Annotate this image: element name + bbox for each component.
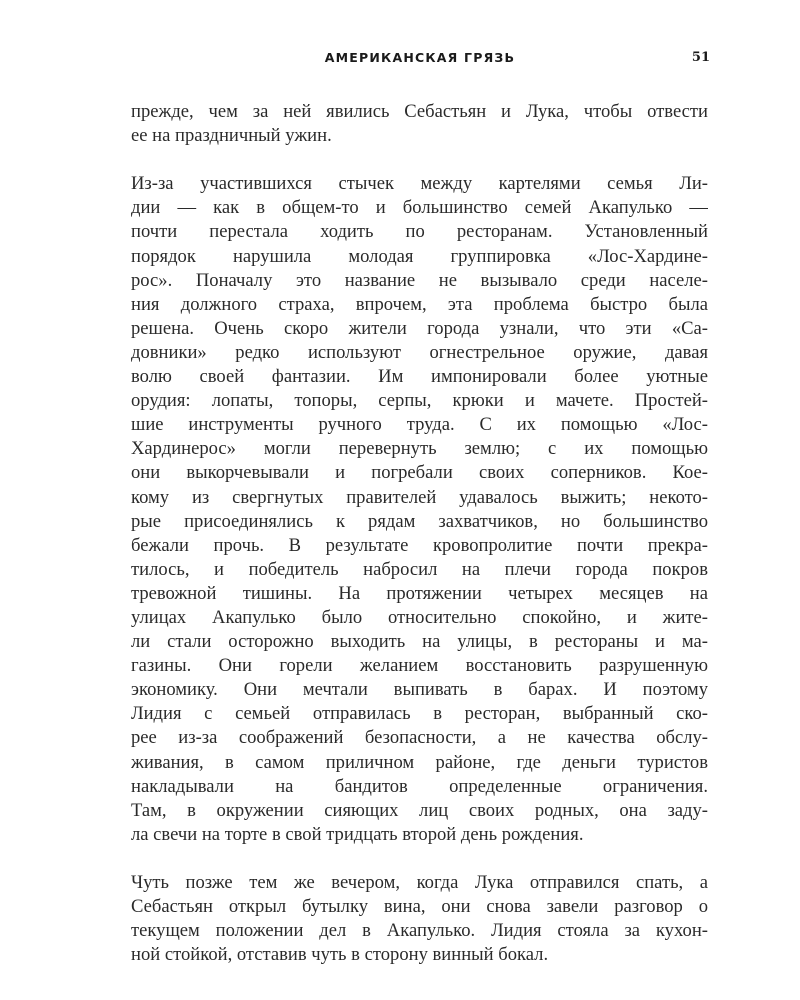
text-line: почти перестала ходить по ресторанам. Установленный	[131, 221, 708, 243]
text-line: ла свечи на торте в свой тридцать второй день рождения.	[131, 823, 584, 845]
text-line: рос». Поначалу это название не вызывало среди населе-	[131, 269, 708, 291]
text-line: живания, в самом приличном районе, где деньги туристов	[131, 751, 708, 773]
text-line: порядок нарушила молодая группировка «Лос-Хардине-	[131, 245, 708, 267]
text-line: ной стойкой, отставив чуть в сторону винный бокал.	[131, 944, 549, 966]
text-line: орудия: лопаты, топоры, серпы, крюки и мачете. Простей-	[131, 390, 708, 412]
text-line: волю своей фантазии. Им импонировали более уютные	[131, 366, 708, 388]
text-line: тилось, и победитель набросил на плечи города покров	[131, 558, 708, 580]
text-line: Из-за участившихся стычек между картелями семья Ли-	[131, 173, 708, 195]
text-line: экономику. Они мечтали выпивать в барах. И поэтому	[131, 679, 708, 701]
text-line: накладывали на бандитов определенные ограничения.	[131, 775, 708, 797]
text-line: рее из-за соображений безопасности, а не качества обслу-	[131, 727, 708, 749]
running-header	[130, 50, 710, 72]
body-text	[131, 100, 708, 991]
running-title: АМЕРИКАНСКАЯ ГРЯЗЬ	[324, 50, 516, 65]
text-line: улицах Акапулько было относительно спокойно, и жите-	[131, 606, 708, 628]
text-line: они выкорчевывали и погребали своих соперников. Кое-	[131, 462, 708, 484]
paragraph	[131, 100, 708, 148]
text-line: Хардинерос» могли перевернуть землю; с их помощью	[131, 438, 708, 460]
text-line: кому из свергнутых правителей удавалось выжить; некото-	[131, 486, 708, 508]
text-line: решена. Очень скоро жители города узнали, что эти «Са-	[131, 317, 708, 339]
text-line: газины. Они горели желанием восстановить разрушенную	[131, 655, 708, 677]
text-line: ли стали осторожно выходить на улицы, в рестораны и ма-	[131, 631, 708, 653]
paragraph	[131, 172, 708, 847]
text-line: шие инструменты ручного труда. С их помощью «Лос-	[131, 414, 708, 436]
text-line: ния должного страха, впрочем, эта проблема быстро была	[131, 293, 708, 315]
page-number: 51	[691, 50, 710, 65]
text-line: бежали прочь. В результате кровопролитие почти прекра-	[131, 534, 708, 556]
text-line: Чуть позже тем же вечером, когда Лука отправился спать, а	[131, 872, 708, 893]
text-line: прежде, чем за ней явились Себастьян и Лука, чтобы отвести	[131, 101, 708, 122]
text-line: дии — как в общем-то и большинство семей Акапулько —	[131, 197, 708, 219]
text-line: Там, в окружении сияющих лиц своих родных, она заду-	[131, 799, 708, 821]
text-line: Лидия с семьей отправилась в ресторан, выбранный ско-	[131, 703, 708, 725]
text-line: тревожной тишины. На протяжении четырех месяцев на	[131, 582, 708, 604]
text-line: ее на праздничный ужин.	[131, 125, 332, 147]
text-line: текущем положении дел в Акапулько. Лидия стояла за кухон-	[131, 920, 708, 942]
paragraph	[131, 871, 708, 967]
text-line: рые присоединялись к рядам захватчиков, но большинство	[131, 510, 708, 532]
text-line: Себастьян открыл бутылку вина, они снова завели разговор о	[131, 896, 708, 918]
text-line: довники» редко используют огнестрельное оружие, давая	[131, 341, 708, 363]
